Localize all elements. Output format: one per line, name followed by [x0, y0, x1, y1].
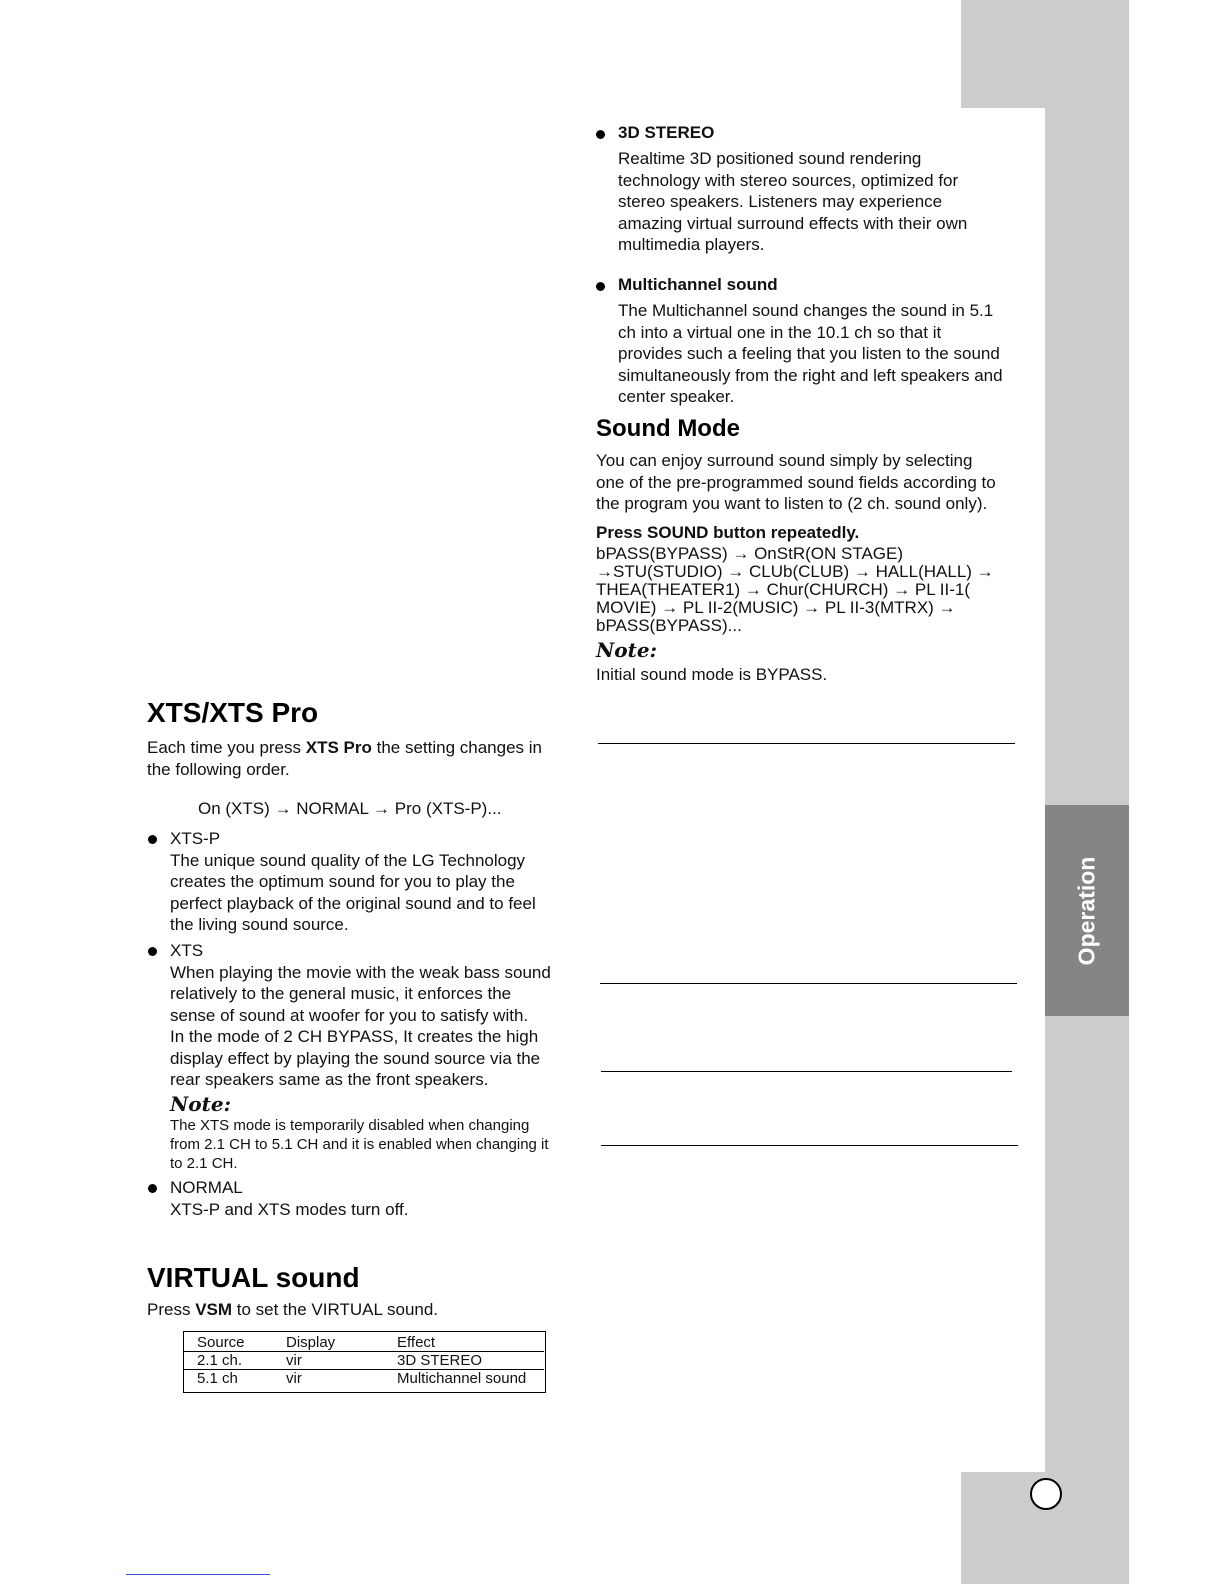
bullet-dot-icon: [148, 947, 157, 956]
text-line: MOVIE) → PL II-2(MUSIC) → PL II-3(MTRX) →: [596, 597, 956, 617]
text-line: When playing the movie with the weak bass sound: [170, 962, 551, 982]
instruction-text: Press SOUND button repeatedly.: [596, 522, 860, 542]
table-cell: 2.1 ch.: [197, 1352, 243, 1369]
table-header-cell: Effect: [397, 1334, 436, 1351]
text-line: rear speakers same as the front speakers.: [170, 1070, 489, 1089]
footer-rule: [126, 1574, 270, 1575]
blank-rule: [601, 1145, 1018, 1146]
table-cell: Multichannel sound: [397, 1370, 527, 1387]
table-cell: 5.1 ch: [197, 1370, 238, 1387]
text-line: sense of sound at woofer for you to satisfy with.: [170, 1005, 529, 1025]
text-line: THEA(THEATER1) → Chur(CHURCH) → PL II-1(: [596, 579, 971, 599]
section-heading: XTS/XTS Pro: [147, 697, 319, 728]
bullet-title: NORMAL: [170, 1178, 243, 1197]
text-line: technology with stereo sources, optimized for: [618, 170, 959, 190]
bullet-normal: [147, 1177, 587, 1220]
text-line: creates the optimum sound for you to play the: [170, 872, 515, 891]
sound-mode-section: [596, 415, 1036, 685]
section-intro: [147, 1299, 587, 1321]
note-text: Initial sound mode is BYPASS.: [596, 664, 828, 684]
page-number-circle-icon: [1030, 1478, 1062, 1510]
section-intro: [596, 450, 1036, 515]
bullet-body: [170, 940, 587, 1173]
table-header-cell: Display: [286, 1334, 336, 1351]
bullet-title: Multichannel sound: [618, 275, 778, 294]
bullet-xts-p: [147, 828, 587, 936]
text-line: amazing virtual surround effects with their own: [618, 213, 968, 233]
virtual-sound-table: [183, 1331, 546, 1393]
text-line: the program you want to listen to (2 ch. sound only).: [596, 494, 988, 513]
text-line: from 2.1 CH to 5.1 CH and it is enabled when changing it: [170, 1135, 549, 1153]
text-line: relatively to the general music, it enforces the: [170, 984, 512, 1003]
text-line: multimedia players.: [618, 235, 765, 254]
table-cell: 3D STEREO: [397, 1352, 483, 1369]
bullet-body: [618, 148, 1036, 256]
table-cell: vir: [286, 1352, 302, 1369]
text-run: Each time you press: [147, 738, 306, 757]
bullet-body: [618, 300, 1036, 408]
mode-order: On (XTS) → NORMAL → Pro (XTS-P)...: [198, 799, 502, 818]
text-line: center speaker.: [618, 387, 735, 406]
bullet-title: 3D STEREO: [618, 123, 715, 142]
note-title: Note:: [170, 1091, 231, 1116]
text-line: the following order.: [147, 759, 290, 779]
mode-sequence: [596, 545, 1036, 635]
text-line: perfect playback of the original sound and to feel: [170, 893, 536, 913]
text-line: bPASS(BYPASS) → OnStR(ON STAGE): [596, 543, 904, 563]
blank-rule: [601, 1071, 1012, 1072]
table-cell: vir: [286, 1370, 302, 1387]
text-line: The unique sound quality of the LG Technology: [170, 850, 526, 870]
bullet-dot-icon: [596, 130, 605, 139]
text-line: to 2.1 CH.: [170, 1154, 238, 1172]
text-line: simultaneously from the right and left speakers and: [618, 365, 1003, 385]
key-name: VSM: [195, 1300, 233, 1319]
table-header-row: [184, 1334, 544, 1352]
blank-rule: [598, 743, 1015, 744]
bullet-body: [170, 1177, 587, 1220]
text-line: Realtime 3D positioned sound rendering: [618, 149, 922, 168]
xts-section: [147, 697, 587, 820]
bullet-body: [170, 828, 587, 936]
bullet-multichannel: [596, 274, 1036, 408]
text-line: provides such a feeling that you listen to the sound: [618, 344, 1000, 363]
text-line: The XTS mode is temporarily disabled when changing: [170, 1116, 530, 1134]
text-line: The Multichannel sound changes the sound in 5.1: [618, 301, 994, 320]
bullet-dot-icon: [148, 1184, 157, 1193]
note-title: Note:: [596, 637, 657, 662]
text-line: stereo speakers. Listeners may experience: [618, 192, 943, 211]
text-run: the setting changes in: [371, 738, 542, 757]
text-line: →STU(STUDIO) → CLUb(CLUB) → HALL(HALL) →: [596, 561, 994, 581]
text-line: the living sound source.: [170, 915, 349, 934]
text-line: display effect by playing the sound source via the: [170, 1048, 541, 1068]
section-tab-operation[interactable]: [1045, 805, 1129, 1016]
bullet-title: XTS-P: [170, 829, 221, 848]
key-name: XTS Pro: [305, 738, 372, 757]
bullet-dot-icon: [148, 835, 157, 844]
margin-strip-top: [961, 0, 1129, 108]
table-row: [184, 1370, 544, 1388]
note-text: [170, 1116, 587, 1173]
text-run: Press: [147, 1300, 196, 1319]
section-tab-label: Operation: [1073, 856, 1100, 965]
text-line: You can enjoy surround sound simply by selecting: [596, 451, 973, 470]
text-line: bPASS(BYPASS)...: [596, 615, 742, 635]
section-heading: Sound Mode: [596, 415, 740, 442]
virtual-section: [147, 1262, 587, 1321]
table: [184, 1334, 544, 1387]
text-line: In the mode of 2 CH BYPASS, It creates the high: [170, 1027, 539, 1046]
blank-rule: [600, 983, 1017, 984]
table-row: [184, 1352, 544, 1370]
bullet-3d-stereo: [596, 122, 1036, 256]
bullet-dot-icon: [596, 282, 605, 291]
text-line: ch into a virtual one in the 10.1 ch so that it: [618, 322, 942, 342]
text-line: one of the pre-programmed sound fields according to: [596, 472, 996, 492]
table-header-cell: Source: [197, 1334, 245, 1351]
text-run: to set the VIRTUAL sound.: [232, 1300, 439, 1319]
text-line: XTS-P and XTS modes turn off.: [170, 1199, 409, 1219]
text-line: [147, 737, 587, 759]
bullet-xts: [147, 940, 587, 1173]
section-heading: VIRTUAL sound: [147, 1262, 360, 1293]
section-intro: [147, 737, 587, 780]
bullet-title: XTS: [170, 941, 204, 960]
